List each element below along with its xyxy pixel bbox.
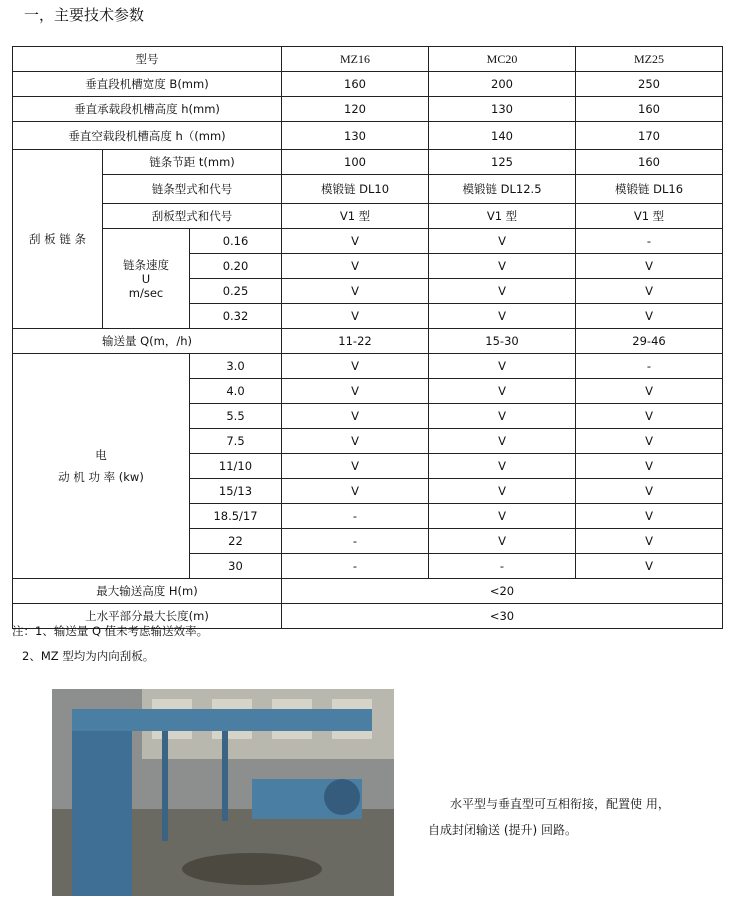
cell-mark: V bbox=[576, 254, 723, 279]
power-value: 30 bbox=[190, 554, 282, 579]
power-label-line: 电 bbox=[95, 448, 107, 462]
power-value: 15/13 bbox=[190, 479, 282, 504]
cell-mark: V bbox=[429, 504, 576, 529]
cell-mark: V bbox=[429, 404, 576, 429]
power-value: 11/10 bbox=[190, 454, 282, 479]
cell-value: 200 bbox=[429, 72, 576, 97]
row-label: 刮板型式和代号 bbox=[103, 204, 282, 229]
power-value: 5.5 bbox=[190, 404, 282, 429]
table-row bbox=[13, 329, 723, 354]
cell-mark: V bbox=[282, 304, 429, 329]
model-name: MC20 bbox=[429, 47, 576, 72]
cell-mark: V bbox=[576, 279, 723, 304]
cell-value: 模锻链 DL16 bbox=[576, 175, 723, 204]
power-value: 4.0 bbox=[190, 379, 282, 404]
caption-line: 自成封闭输送 (提升) 回路。 bbox=[428, 823, 577, 837]
speed-label-line: U bbox=[141, 271, 151, 286]
cell-mark: V bbox=[282, 279, 429, 304]
cell-value: <20 bbox=[282, 579, 723, 604]
cell-value: V1 型 bbox=[429, 204, 576, 229]
cell-mark: V bbox=[576, 529, 723, 554]
cell-mark: - bbox=[576, 229, 723, 254]
cell-mark: V bbox=[429, 304, 576, 329]
power-value: 22 bbox=[190, 529, 282, 554]
cell-mark: V bbox=[576, 429, 723, 454]
table-row bbox=[13, 97, 723, 122]
cell-value: 125 bbox=[429, 150, 576, 175]
cell-mark: V bbox=[282, 429, 429, 454]
conveyor-photo-illustration bbox=[52, 689, 394, 896]
cell-mark: - bbox=[282, 529, 429, 554]
table-row bbox=[13, 579, 723, 604]
speed-value: 0.16 bbox=[190, 229, 282, 254]
cell-mark: - bbox=[282, 554, 429, 579]
cell-mark: V bbox=[429, 429, 576, 454]
cell-mark: V bbox=[429, 229, 576, 254]
cell-mark: V bbox=[282, 454, 429, 479]
cell-value: V1 型 bbox=[282, 204, 429, 229]
cell-value: 29-46 bbox=[576, 329, 723, 354]
table-row bbox=[13, 150, 723, 175]
cell-value: 160 bbox=[282, 72, 429, 97]
cell-mark: V bbox=[429, 254, 576, 279]
row-label: 输送量 Q(m，/h) bbox=[13, 329, 282, 354]
table-row bbox=[13, 204, 723, 229]
cell-mark: V bbox=[282, 479, 429, 504]
table-row bbox=[13, 122, 723, 150]
cell-mark: V bbox=[282, 254, 429, 279]
cell-value: 130 bbox=[282, 122, 429, 150]
cell-mark: V bbox=[282, 229, 429, 254]
model-name: MZ16 bbox=[282, 47, 429, 72]
cell-mark: V bbox=[429, 379, 576, 404]
cell-mark: - bbox=[429, 554, 576, 579]
cell-value: 模锻链 DL12.5 bbox=[429, 175, 576, 204]
cell-mark: V bbox=[429, 354, 576, 379]
cell-value: V1 型 bbox=[576, 204, 723, 229]
cell-value: <30 bbox=[282, 604, 723, 629]
row-label: 垂直空载段机槽高度 h（(mm) bbox=[13, 122, 282, 150]
chain-speed-label bbox=[103, 229, 190, 329]
cell-mark: V bbox=[282, 354, 429, 379]
row-label: 链条节距 t(mm) bbox=[103, 150, 282, 175]
table-row bbox=[13, 354, 723, 379]
caption-line: 水平型与垂直型可互相衔接，配置使 用， bbox=[450, 797, 670, 811]
cell-value: 120 bbox=[282, 97, 429, 122]
cell-value: 140 bbox=[429, 122, 576, 150]
table-row bbox=[13, 229, 723, 254]
cell-mark: V bbox=[429, 529, 576, 554]
note-line: 2、MZ 型均为内向刮板。 bbox=[22, 649, 155, 663]
table-row bbox=[13, 175, 723, 204]
scraper-chain-group-label: 刮 板 链 条 bbox=[13, 150, 103, 329]
cell-value: 15-30 bbox=[429, 329, 576, 354]
cell-mark: V bbox=[576, 304, 723, 329]
cell-mark: V bbox=[576, 504, 723, 529]
cell-mark: V bbox=[576, 404, 723, 429]
model-name: MZ25 bbox=[576, 47, 723, 72]
row-label: 链条型式和代号 bbox=[103, 175, 282, 204]
header-row bbox=[13, 47, 723, 72]
spec-table bbox=[12, 46, 723, 629]
cell-mark: V bbox=[429, 454, 576, 479]
cell-value: 170 bbox=[576, 122, 723, 150]
row-label: 垂直承载段机槽高度 h(mm) bbox=[13, 97, 282, 122]
cell-mark: V bbox=[282, 379, 429, 404]
power-value: 7.5 bbox=[190, 429, 282, 454]
motor-power-label bbox=[13, 354, 190, 579]
row-label: 上水平部分最大长度(m) bbox=[13, 604, 282, 629]
cell-value: 160 bbox=[576, 150, 723, 175]
cell-mark: V bbox=[576, 554, 723, 579]
power-label-line: 动 机 功 率 (kw) bbox=[58, 470, 144, 484]
note-line: 注：1、输送量 Q 值未考虑输送效率。 bbox=[12, 624, 209, 638]
speed-label-line: m/sec bbox=[128, 285, 164, 300]
cell-mark: V bbox=[429, 479, 576, 504]
row-label: 最大输送高度 H(m) bbox=[13, 579, 282, 604]
cell-value: 模锻链 DL10 bbox=[282, 175, 429, 204]
conveyor-photo bbox=[52, 689, 394, 896]
power-value: 18.5/17 bbox=[190, 504, 282, 529]
cell-value: 160 bbox=[576, 97, 723, 122]
model-header: 型号 bbox=[13, 47, 282, 72]
cell-value: 130 bbox=[429, 97, 576, 122]
speed-value: 0.25 bbox=[190, 279, 282, 304]
cell-mark: - bbox=[576, 354, 723, 379]
cell-mark: - bbox=[282, 504, 429, 529]
cell-mark: V bbox=[282, 404, 429, 429]
power-value: 3.0 bbox=[190, 354, 282, 379]
cell-value: 100 bbox=[282, 150, 429, 175]
section-heading: 一，主要技术参数 bbox=[24, 6, 145, 24]
speed-value: 0.32 bbox=[190, 304, 282, 329]
cell-mark: V bbox=[576, 379, 723, 404]
speed-label-line: 链条速度 bbox=[123, 257, 169, 272]
cell-mark: V bbox=[576, 479, 723, 504]
table-row bbox=[13, 72, 723, 97]
row-label: 垂直段机槽宽度 B(mm) bbox=[13, 72, 282, 97]
cell-mark: V bbox=[429, 279, 576, 304]
cell-value: 11-22 bbox=[282, 329, 429, 354]
cell-mark: V bbox=[576, 454, 723, 479]
cell-value: 250 bbox=[576, 72, 723, 97]
speed-value: 0.20 bbox=[190, 254, 282, 279]
